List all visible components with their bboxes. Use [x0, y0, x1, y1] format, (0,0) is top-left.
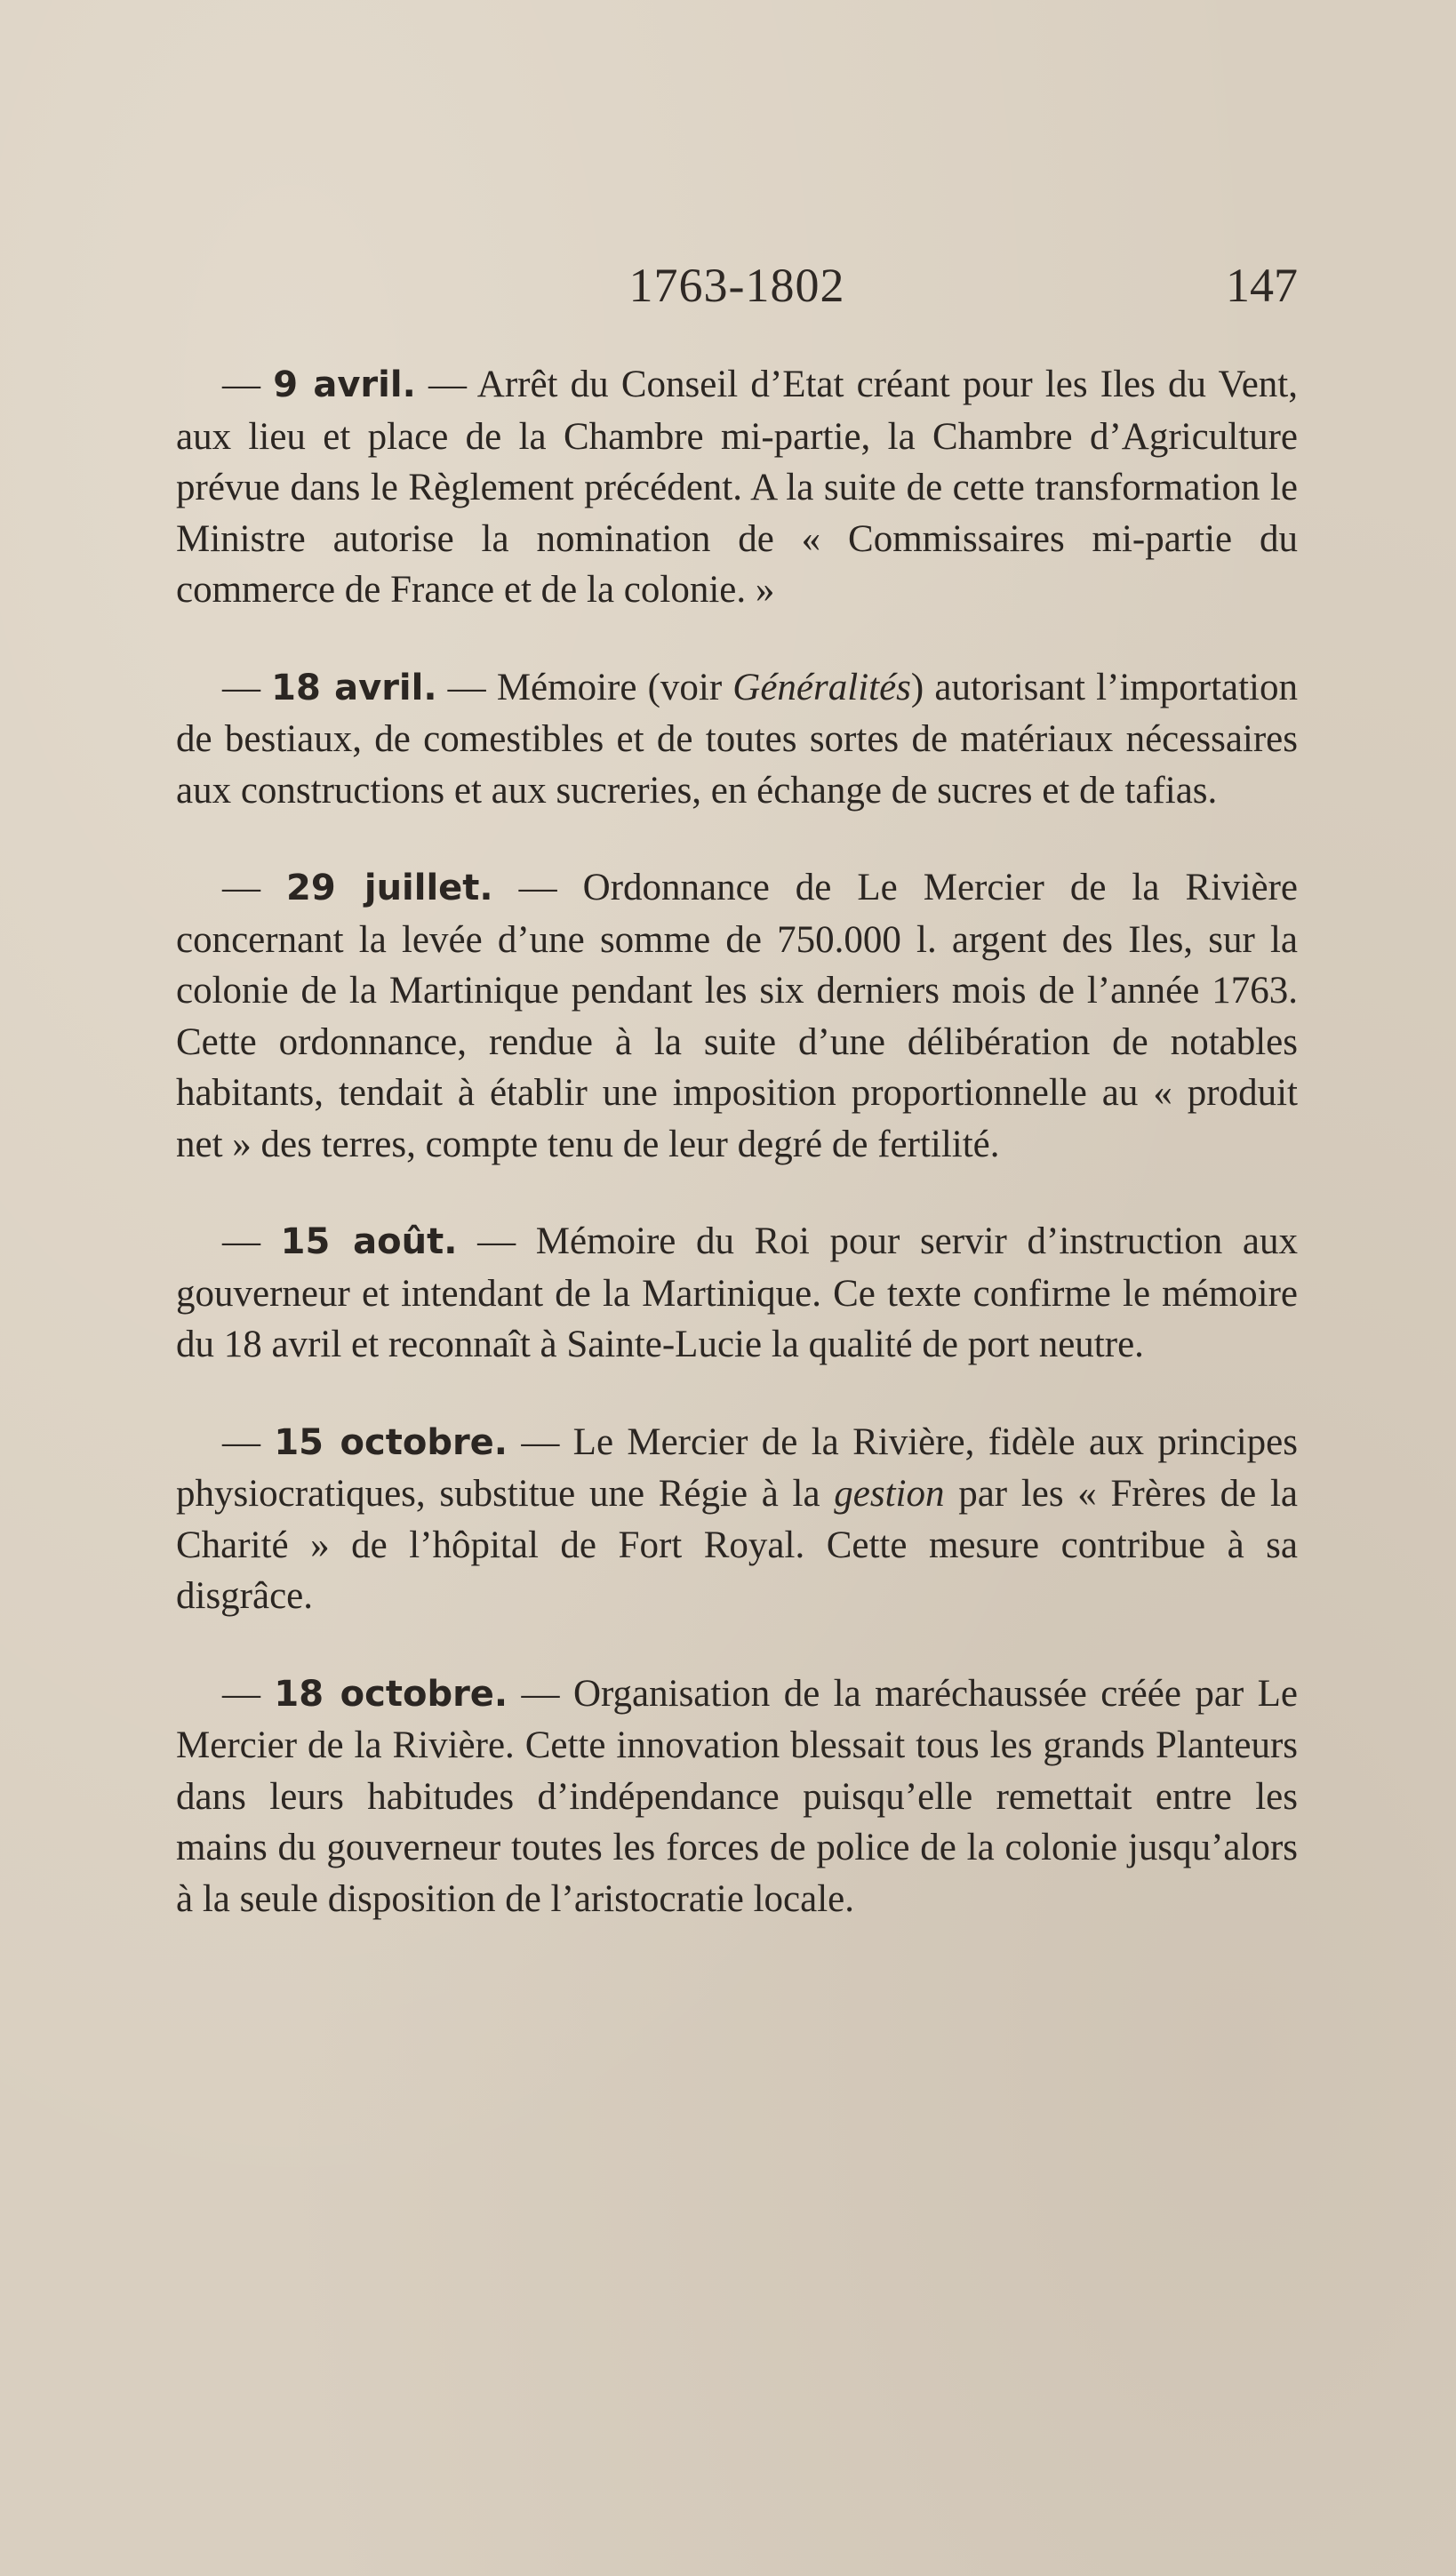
entry-date: 18 avril.: [271, 667, 437, 708]
entry-text: — Le Mercier de la Rivière, fidèle aux principes physiocratiques, substitue une Régie à la: [176, 1420, 1298, 1515]
running-head: [176, 258, 1298, 320]
entry-18-octobre: [176, 1668, 1298, 1925]
entry-italic-word: gestion: [834, 1473, 945, 1515]
entry-dash: —: [222, 364, 274, 405]
entry-29-juillet: [176, 862, 1298, 1170]
entry-dash: —: [222, 1672, 275, 1715]
entry-text: par les « Frères de la Charité » de l’hôpital de Fort Royal. Cette mesure contribue à sa disgrâce.: [176, 1473, 1298, 1617]
entry-18-avril: [176, 662, 1298, 817]
entry-date: 9 avril.: [273, 364, 416, 405]
book-page: [176, 258, 1298, 1971]
chronology-entries: [176, 359, 1298, 1924]
entry-dash: —: [222, 1220, 281, 1262]
entry-text: — Mémoire (voir: [436, 666, 733, 708]
entry-date: 15 octobre.: [274, 1421, 508, 1463]
entry-text: — Ordonnance de Le Mercier de la Rivière concernant la levée d’une somme de 750.000 l. argent des Iles, sur la colonie de la Martinique pendant les six derniers mois de l’année 1763. Cette ordonnance, rendue à la suite d’une délibération de notables habitants, tendait à établir une imposition proportionnelle au « produit net » des terres, compte tenu de leur degré de fertilité.: [176, 867, 1299, 1165]
entry-15-aout: [176, 1216, 1298, 1371]
entry-text: — Mémoire du Roi pour servir d’instruction aux gouverneur et intendant de la Martinique. Ce texte confirme le mémoire du 18 avril et reconnaît à Sainte-Lucie la qualité de port neutre.: [176, 1220, 1298, 1365]
running-title: 1763-1802: [628, 259, 845, 312]
entry-dash: —: [222, 867, 287, 908]
entry-date: 15 août.: [280, 1221, 458, 1262]
entry-dash: —: [222, 1420, 275, 1463]
entry-9-avril: [176, 359, 1298, 616]
page-number: 147: [1226, 259, 1298, 312]
entry-date: 29 juillet.: [286, 868, 493, 908]
entry-dash: —: [222, 666, 272, 708]
entry-date: 18 octobre.: [274, 1673, 508, 1715]
entry-text: — Organisation de la maréchaussée créée par Le Mercier de la Rivière. Cette innovation blessait tous les grands Planteurs dans leurs habitudes d’indépendance puisqu’elle remettait entre les mains du gouverneur toutes les forces de police de la colonie jusqu’alors à la seule disposition de l’aristocratie locale.: [176, 1672, 1299, 1920]
entry-text: — Arrêt du Conseil d’Etat créant pour les Iles du Vent, aux lieu et place de la Chambre mi-partie, la Chambre d’Agriculture prévue dans le Règlement précédent. A la suite de cette transformation le Ministre autorise la nomination de « Commissaires mi-partie du commerce de France et de la colonie. »: [176, 364, 1299, 611]
entry-15-octobre: [176, 1417, 1298, 1622]
entry-italic-reference: Généralités: [732, 666, 911, 708]
entry-text: ) autorisant l’importation de bestiaux, de comestibles et de toutes sortes de matériaux nécessaires aux constructions et aux sucreries, en échange de sucres et de tafias.: [176, 666, 1298, 812]
